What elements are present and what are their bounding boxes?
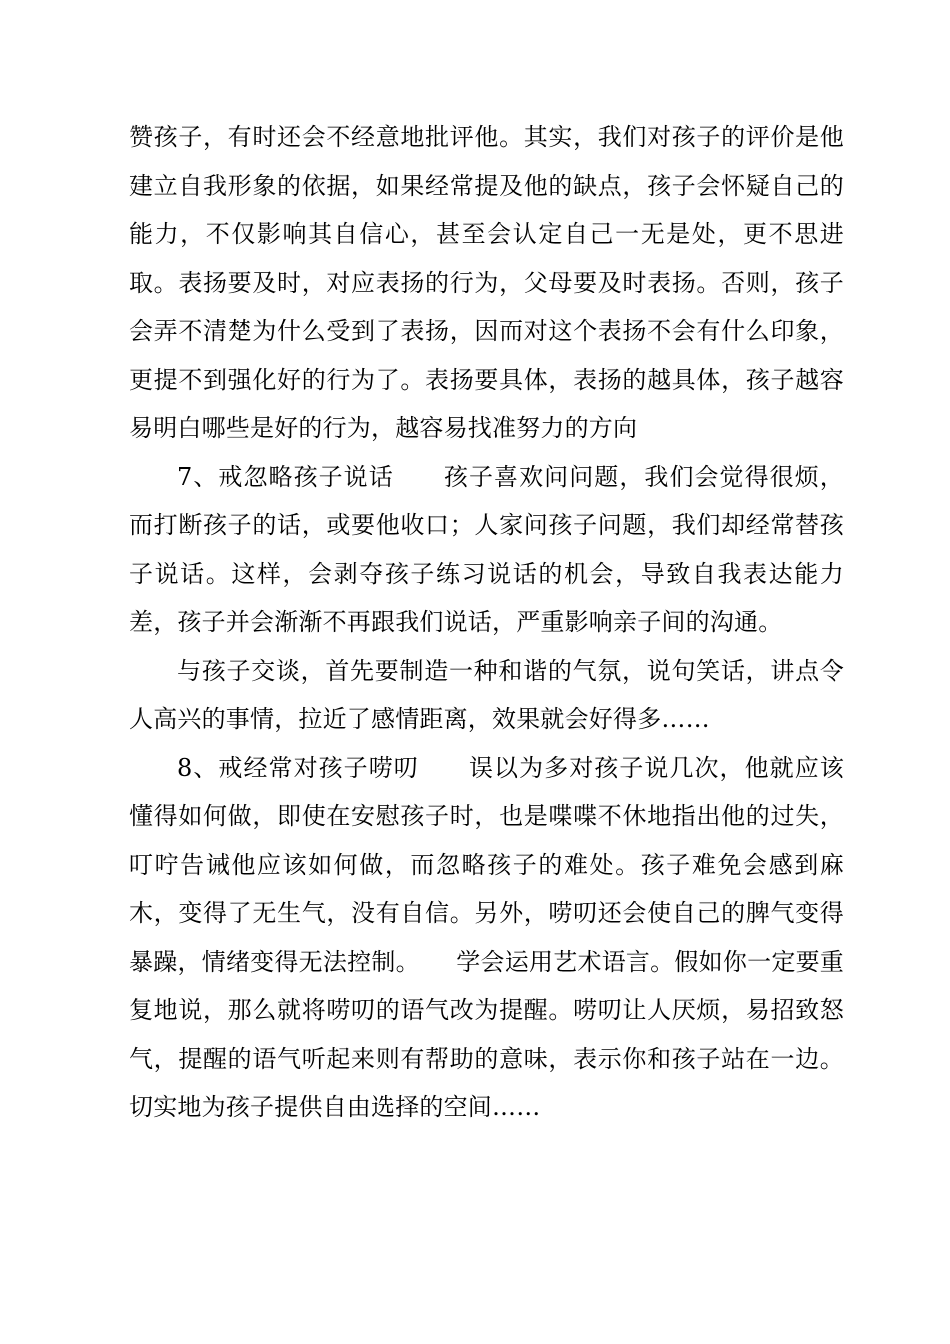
- paragraph-praise-continuation: 赞孩子，有时还会不经意地批评他。其实，我们对孩子的评价是他建立自我形象的依据，如果经常提及他的缺点，孩子会怀疑自己的能力，不仅影响其自信心，甚至会认定自己一无是处，更不思进取。表扬要及时，对应表扬的行为，父母要及时表扬。否则，孩子会弄不清楚为什么受到了表扬，因而对这个表扬不会有什么印象，更提不到强化好的行为了。表扬要具体，表扬的越具体，孩子越容易明白哪些是好的行为，越容易找准努力的方向: [129, 123, 844, 442]
- paragraph-item-7: 7、戒忽略孩子说话 孩子喜欢问问题，我们会觉得很烦，而打断孩子的话，或要他收口；人家问孩子问题，我们却经常替孩子说话。这样，会剥夺孩子练习说话的机会，导致自我表达能力差，孩子并会渐渐不再跟我们说话，严重影响亲子间的沟通。: [129, 462, 844, 636]
- paragraph-item-8: 8、戒经常对孩子唠叨 误以为多对孩子说几次，他就应该懂得如何做，即使在安慰孩子时，也是喋喋不休地指出他的过失，叮咛告诫他应该如何做，而忽略孩子的难处。孩子难免会感到麻木，变得了无生气，没有自信。另外，唠叨还会使自己的脾气变得暴躁，情绪变得无法控制。 学会运用艺术语言。假如你一定要重复地说，那么就将唠叨的语气改为提醒。唠叨让人厌烦，易招致怒气，提醒的语气听起来则有帮助的意味，表示你和孩子站在一边。切实地为孩子提供自由选择的空间……: [129, 753, 844, 1121]
- body-text: [129, 113, 844, 1132]
- paragraph-talking-with-child: 与孩子交谈，首先要制造一种和谐的气氛，说句笑话，讲点令人高兴的事情，拉近了感情距离，效果就会好得多……: [129, 656, 844, 733]
